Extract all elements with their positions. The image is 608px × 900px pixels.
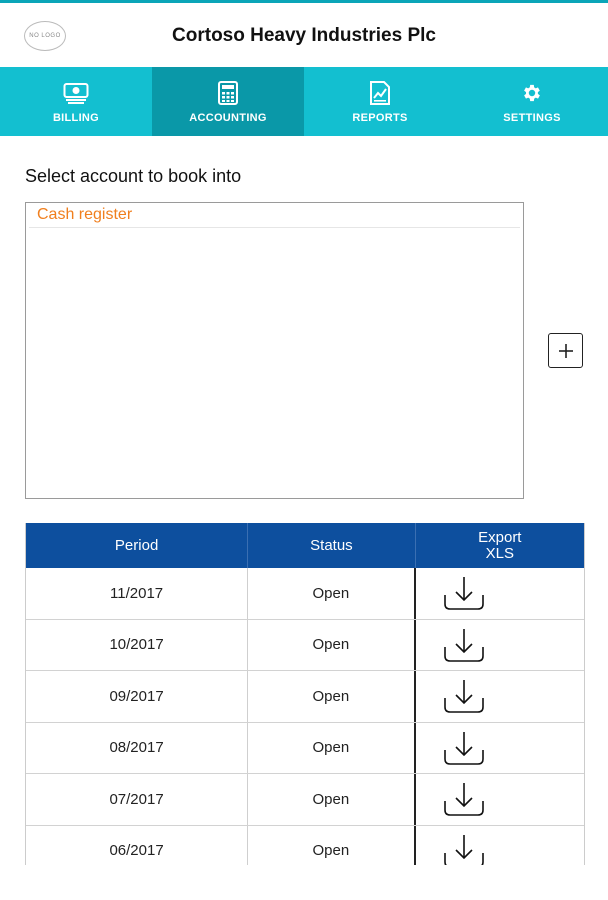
app-header bbox=[0, 3, 608, 67]
tab-reports[interactable] bbox=[304, 67, 456, 136]
periods-table bbox=[25, 523, 585, 865]
logo-text: NO LOGO bbox=[29, 33, 61, 39]
download-xls-button[interactable] bbox=[443, 779, 485, 819]
period-cell: 09/2017 bbox=[26, 671, 248, 722]
download-icon bbox=[443, 779, 485, 819]
download-xls-button[interactable] bbox=[443, 728, 485, 768]
period-cell: 11/2017 bbox=[26, 568, 248, 619]
status-cell: Open bbox=[248, 723, 415, 774]
download-icon bbox=[443, 625, 485, 665]
export-cell bbox=[416, 826, 584, 866]
tab-label: ACCOUNTING bbox=[189, 111, 267, 124]
account-select-label: Select account to book into bbox=[25, 166, 242, 186]
export-cell bbox=[416, 774, 584, 825]
status-cell: Open bbox=[248, 671, 415, 722]
download-xls-button[interactable] bbox=[443, 573, 485, 613]
download-icon bbox=[443, 831, 485, 865]
app-title: Cortoso Heavy Industries Plc bbox=[172, 25, 436, 46]
table-row bbox=[26, 568, 584, 620]
status-cell: Open bbox=[248, 620, 415, 671]
period-cell: 10/2017 bbox=[26, 620, 248, 671]
status-column-header: Status bbox=[248, 523, 415, 568]
report-icon bbox=[366, 80, 394, 106]
download-xls-button[interactable] bbox=[443, 676, 485, 716]
account-list[interactable] bbox=[25, 202, 524, 499]
tab-label: SETTINGS bbox=[503, 111, 561, 124]
export-cell bbox=[416, 620, 584, 671]
status-cell: Open bbox=[248, 826, 415, 866]
export-cell bbox=[416, 568, 584, 619]
export-cell bbox=[416, 671, 584, 722]
download-icon bbox=[443, 573, 485, 613]
table-row bbox=[26, 620, 584, 672]
tab-label: REPORTS bbox=[352, 111, 408, 124]
export-column-header bbox=[416, 523, 584, 568]
download-xls-button[interactable] bbox=[443, 831, 485, 865]
period-cell: 08/2017 bbox=[26, 723, 248, 774]
period-cell: 07/2017 bbox=[26, 774, 248, 825]
tab-settings[interactable] bbox=[456, 67, 608, 136]
download-xls-button[interactable] bbox=[443, 625, 485, 665]
gear-icon bbox=[518, 80, 546, 106]
export-header-line1: Export bbox=[478, 528, 522, 546]
tab-label: BILLING bbox=[52, 111, 100, 124]
table-row bbox=[26, 826, 584, 866]
plus-icon bbox=[557, 342, 575, 360]
add-account-button[interactable] bbox=[548, 333, 583, 368]
period-cell: 06/2017 bbox=[26, 826, 248, 866]
download-icon bbox=[443, 728, 485, 768]
export-cell bbox=[416, 723, 584, 774]
status-cell: Open bbox=[248, 774, 415, 825]
main-tab-bar bbox=[0, 67, 608, 136]
billing-icon bbox=[62, 80, 90, 106]
tab-billing[interactable] bbox=[0, 67, 152, 136]
table-row bbox=[26, 723, 584, 775]
calculator-icon bbox=[214, 80, 242, 106]
tab-accounting[interactable] bbox=[152, 67, 304, 136]
status-cell: Open bbox=[248, 568, 415, 619]
export-header-line2: XLS bbox=[485, 544, 514, 562]
table-row bbox=[26, 671, 584, 723]
table-header bbox=[26, 523, 584, 568]
account-item-cash-register[interactable]: Cash register bbox=[29, 203, 520, 228]
download-icon bbox=[443, 676, 485, 716]
period-column-header: Period bbox=[26, 523, 248, 568]
table-row bbox=[26, 774, 584, 826]
